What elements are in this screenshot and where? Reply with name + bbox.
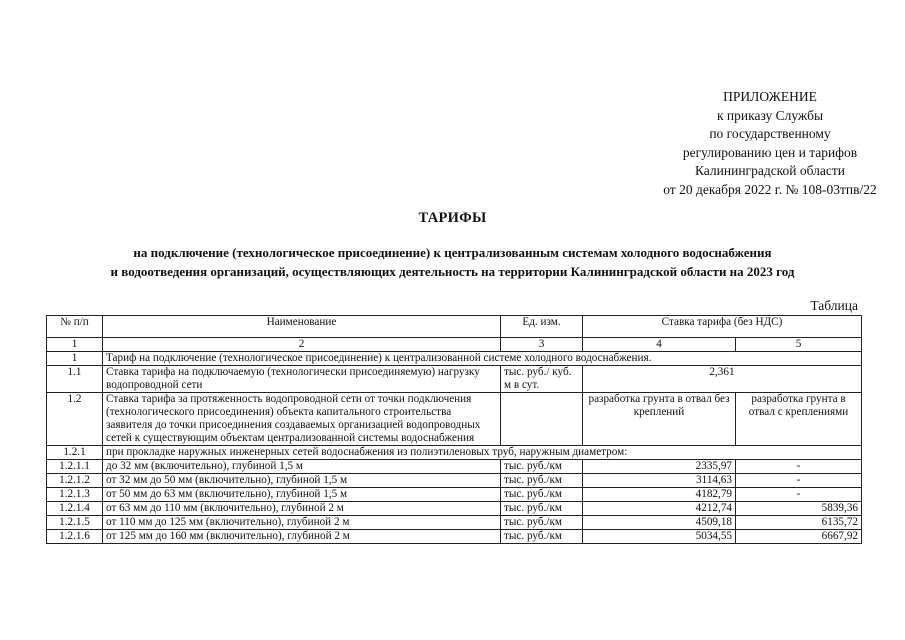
appendix-heading: ПРИЛОЖЕНИЕ xyxy=(723,89,817,104)
row-unit: тыс. руб./км xyxy=(501,530,583,544)
row-num: 1 xyxy=(47,352,103,366)
row-value-1: 4212,74 xyxy=(583,502,736,516)
col-number: 4 xyxy=(583,338,736,352)
row-name: от 125 мм до 160 мм (включительно), глубиной 2 м xyxy=(103,530,501,544)
table-caption: Таблица xyxy=(810,298,858,313)
row-unit: тыс. руб./ куб. м в сут. xyxy=(501,366,583,393)
row-num: 1.2.1 xyxy=(47,446,103,460)
row-value-2: - xyxy=(736,488,862,502)
row-value-1: 5034,55 xyxy=(583,530,736,544)
document-subtitle xyxy=(0,243,905,281)
row-value-2: - xyxy=(736,460,862,474)
row-num: 1.2.1.2 xyxy=(47,474,103,488)
row-num: 1.2.1.5 xyxy=(47,516,103,530)
table-row xyxy=(47,460,862,474)
table-row xyxy=(47,366,862,393)
table-row xyxy=(47,393,862,446)
row-num: 1.2.1.3 xyxy=(47,488,103,502)
col-number: 3 xyxy=(501,338,583,352)
row-value-2: 5839,36 xyxy=(736,502,862,516)
row-unit: тыс. руб./км xyxy=(501,516,583,530)
appendix-line: по государственному xyxy=(709,126,831,142)
row-value-2: 6667,92 xyxy=(736,530,862,544)
row-value-1: 4182,79 xyxy=(583,488,736,502)
header-unit: Ед. изм. xyxy=(501,316,583,338)
subtitle-line-2: и водоотведения организаций, осуществляющих деятельность на территории Калининградской области на 2023 год xyxy=(110,264,795,279)
table-row xyxy=(47,516,862,530)
table-row xyxy=(47,474,862,488)
row-name: от 63 мм до 110 мм (включительно), глубиной 2 м xyxy=(103,502,501,516)
table-row xyxy=(47,488,862,502)
row-unit: тыс. руб./км xyxy=(501,488,583,502)
row-name: до 32 мм (включительно), глубиной 1,5 м xyxy=(103,460,501,474)
row-col4-label: разработка грунта в отвал без креплений xyxy=(583,393,736,446)
row-name: Ставка тарифа за протяженность водопроводной сети от точки подключения (технологического присоединения) объекта капитального строительства заявителя до точки присоединения создаваемых организацией водопроводных сетей к существующим объектам централизованной системы водоснабжения xyxy=(103,393,501,446)
table-header-row xyxy=(47,316,862,338)
row-unit: тыс. руб./км xyxy=(501,460,583,474)
row-value-2: - xyxy=(736,474,862,488)
section-row xyxy=(47,352,862,366)
col-number: 1 xyxy=(47,338,103,352)
header-rate: Ставка тарифа (без НДС) xyxy=(583,316,862,338)
row-unit: тыс. руб./км xyxy=(501,502,583,516)
row-name: от 110 мм до 125 мм (включительно), глубиной 2 м xyxy=(103,516,501,530)
row-col5-label: разработка грунта в отвал с креплениями xyxy=(736,393,862,446)
header-name: Наименование xyxy=(103,316,501,338)
col-number: 2 xyxy=(103,338,501,352)
row-value-2: 6135,72 xyxy=(736,516,862,530)
appendix-line: к приказу Службы xyxy=(716,107,824,123)
appendix-block xyxy=(540,88,905,200)
row-num: 1.2.1.6 xyxy=(47,530,103,544)
column-number-row xyxy=(47,338,862,352)
row-value-1: 4509,18 xyxy=(583,516,736,530)
table-row xyxy=(47,502,862,516)
row-value-1: 2335,97 xyxy=(583,460,736,474)
row-num: 1.2 xyxy=(47,393,103,446)
subtitle-line-1: на подключение (технологическое присоединение) к централизованным системам холодного водоснабжения xyxy=(133,245,772,260)
row-num: 1.1 xyxy=(47,366,103,393)
subsection-row xyxy=(47,446,862,460)
row-num: 1.2.1.1 xyxy=(47,460,103,474)
appendix-line: регулированию цен и тарифов xyxy=(682,144,858,160)
col-number: 5 xyxy=(736,338,862,352)
row-unit: тыс. руб./км xyxy=(501,474,583,488)
row-name: от 50 мм до 63 мм (включительно), глубиной 1,5 м xyxy=(103,488,501,502)
row-num: 1.2.1.4 xyxy=(47,502,103,516)
appendix-line: Калининградской области xyxy=(694,163,846,179)
section-text: Тариф на подключение (технологическое присоединение) к централизованной системе холодного водоснабжения. xyxy=(103,352,862,366)
subsection-text: при прокладке наружных инженерных сетей водоснабжения из полиэтиленовых труб, наружным диаметром: xyxy=(103,446,862,460)
row-name: Ставка тарифа на подключаемую (технологически присоединяемую) нагрузку водопроводной сети xyxy=(103,366,501,393)
row-name: от 32 мм до 50 мм (включительно), глубиной 1,5 м xyxy=(103,474,501,488)
row-unit-empty xyxy=(501,393,583,446)
table-row xyxy=(47,530,862,544)
row-value-1: 3114,63 xyxy=(583,474,736,488)
tariff-table xyxy=(46,315,862,544)
appendix-date-line: от 20 декабря 2022 г. № 108-03тпв/22 xyxy=(663,181,877,197)
row-value: 2,361 xyxy=(583,366,862,393)
header-num: № п/п xyxy=(47,316,103,338)
document-title: ТАРИФЫ xyxy=(418,210,487,226)
